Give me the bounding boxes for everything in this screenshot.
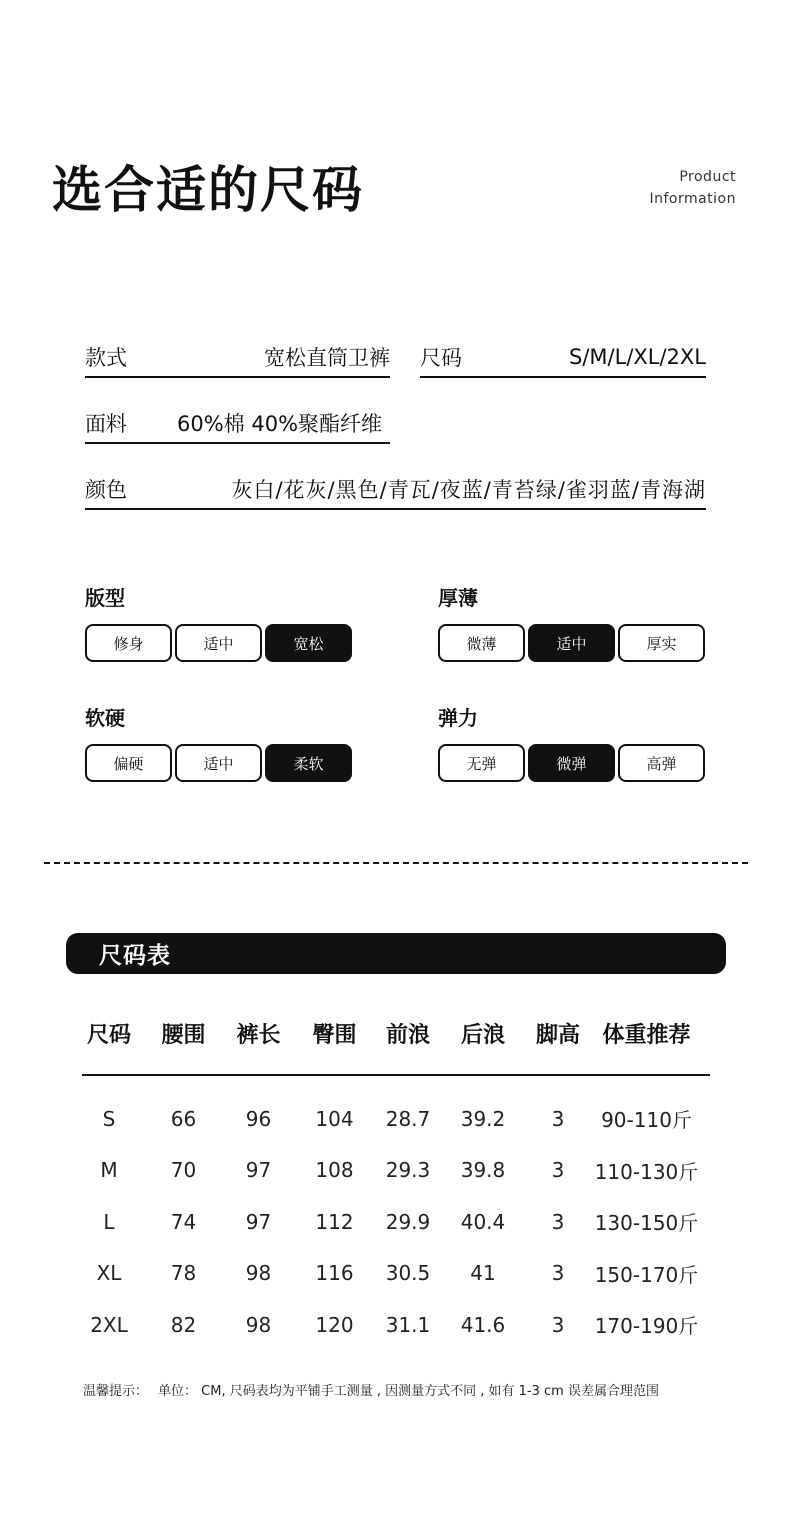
page-subtitle — [649, 166, 736, 210]
style-value: 宽松直筒卫裤 — [264, 346, 390, 370]
attribute-thickness — [438, 582, 677, 653]
note-lead: 温馨提示： — [83, 1384, 149, 1399]
table-header-cell: 脚高 — [535, 1022, 580, 1048]
table-cell: 31.1 — [385, 1312, 431, 1337]
table-cell: 112 — [315, 1209, 354, 1234]
color-label: 颜色 — [85, 478, 127, 502]
fit-options — [85, 624, 352, 662]
table-header-divider — [82, 1074, 710, 1076]
measurement-note — [83, 1380, 659, 1399]
table-cell: 130-150斤 — [594, 1211, 699, 1236]
table-header-cell: 腰围 — [161, 1022, 206, 1048]
softness-options — [85, 744, 352, 782]
table-cell: 3 — [551, 1158, 565, 1183]
table-cell: 78 — [170, 1261, 197, 1286]
size-value: S/M/L/XL/2XL — [569, 345, 706, 369]
table-cell: 3 — [551, 1261, 565, 1286]
subtitle-line-2: Information — [649, 191, 736, 207]
table-header-cell: 臀围 — [312, 1022, 357, 1048]
size-chart-title-bar — [66, 933, 726, 974]
table-cell: 108 — [315, 1158, 354, 1183]
table-row — [82, 1145, 710, 1197]
thickness-option[interactable]: 微薄 — [438, 624, 525, 662]
info-row-size — [420, 338, 706, 378]
fit-option[interactable]: 宽松 — [265, 624, 352, 662]
table-cell: 66 — [170, 1106, 197, 1131]
stretch-options — [438, 744, 705, 782]
softness-option[interactable]: 柔软 — [265, 744, 352, 782]
thickness-option[interactable]: 厚实 — [618, 624, 705, 662]
table-cell: 82 — [170, 1312, 197, 1337]
table-cell: 3 — [551, 1209, 565, 1234]
table-cell: 29.3 — [385, 1158, 431, 1183]
table-cell: 39.2 — [460, 1106, 506, 1131]
table-cell: XL — [96, 1261, 122, 1286]
thickness-label: 厚薄 — [438, 586, 478, 610]
table-cell: 150-170斤 — [594, 1262, 699, 1287]
table-cell: 104 — [315, 1106, 354, 1131]
thickness-option[interactable]: 适中 — [528, 624, 615, 662]
fit-option[interactable]: 适中 — [175, 624, 262, 662]
subtitle-line-1: Product — [679, 169, 736, 185]
size-chart-table — [82, 1008, 710, 1351]
table-cell: 120 — [315, 1312, 354, 1337]
fit-label: 版型 — [85, 586, 125, 610]
table-cell: 98 — [245, 1261, 272, 1286]
page-title: 选合适的尺码 — [52, 161, 364, 219]
info-row-style — [85, 338, 390, 378]
table-cell: L — [103, 1209, 115, 1234]
table-cell: 28.7 — [385, 1106, 431, 1131]
table-header-cell: 前浪 — [385, 1022, 430, 1048]
dashed-divider — [44, 862, 748, 864]
size-chart-title: 尺码表 — [99, 943, 171, 969]
softness-option[interactable]: 偏硬 — [85, 744, 172, 782]
table-cell: 96 — [245, 1106, 272, 1131]
info-row-color — [85, 470, 706, 510]
fabric-label: 面料 — [85, 412, 127, 436]
stretch-option[interactable]: 微弹 — [528, 744, 615, 782]
table-row — [82, 1299, 710, 1351]
table-cell: 3 — [551, 1312, 565, 1337]
table-cell: 40.4 — [460, 1209, 506, 1234]
table-cell: 98 — [245, 1312, 272, 1337]
table-body — [82, 1093, 710, 1351]
style-label: 款式 — [85, 346, 127, 370]
thickness-options — [438, 624, 705, 662]
softness-option[interactable]: 适中 — [175, 744, 262, 782]
note-text: 单位： CM, 尺码表均为平铺手工测量 , 因测量方式不同 , 如有 1-3 cm 误差属合理范围 — [158, 1384, 659, 1399]
attribute-stretch — [438, 702, 677, 773]
table-cell: 97 — [245, 1209, 272, 1234]
table-cell: 116 — [315, 1261, 354, 1286]
stretch-option[interactable]: 高弹 — [618, 744, 705, 782]
stretch-label: 弹力 — [438, 706, 478, 730]
table-header-cell: 尺码 — [86, 1022, 131, 1048]
attribute-softness — [85, 702, 324, 773]
table-header-cell: 裤长 — [236, 1022, 281, 1048]
table-cell: 41 — [470, 1261, 496, 1286]
attribute-fit — [85, 582, 324, 653]
table-cell: 110-130斤 — [594, 1159, 699, 1184]
table-cell: 74 — [170, 1209, 197, 1234]
fabric-value: 60%棉 40%聚酯纤维 — [177, 412, 383, 436]
color-value: 灰白/花灰/黑色/青瓦/夜蓝/青苔绿/雀羽蓝/青海湖 — [231, 478, 706, 502]
table-header-row — [82, 1008, 710, 1058]
fit-option[interactable]: 修身 — [85, 624, 172, 662]
softness-label: 软硬 — [85, 706, 125, 730]
table-cell: 41.6 — [460, 1312, 506, 1337]
table-cell: 70 — [170, 1158, 197, 1183]
info-row-fabric — [85, 404, 390, 444]
table-cell: 97 — [245, 1158, 272, 1183]
stretch-option[interactable]: 无弹 — [438, 744, 525, 782]
table-cell: 39.8 — [460, 1158, 506, 1183]
table-cell: 90-110斤 — [601, 1108, 692, 1133]
table-cell: 30.5 — [385, 1261, 431, 1286]
size-label: 尺码 — [420, 346, 462, 370]
table-cell: 3 — [551, 1106, 565, 1131]
table-cell: 29.9 — [385, 1209, 431, 1234]
table-row — [82, 1248, 710, 1300]
table-cell: M — [100, 1158, 118, 1183]
table-row — [82, 1196, 710, 1248]
table-cell: S — [102, 1106, 116, 1131]
table-cell: 170-190斤 — [594, 1314, 699, 1339]
table-header-cell: 体重推荐 — [602, 1022, 691, 1048]
table-header-cell: 后浪 — [460, 1022, 505, 1048]
table-row — [82, 1093, 710, 1145]
table-cell: 2XL — [90, 1312, 128, 1337]
